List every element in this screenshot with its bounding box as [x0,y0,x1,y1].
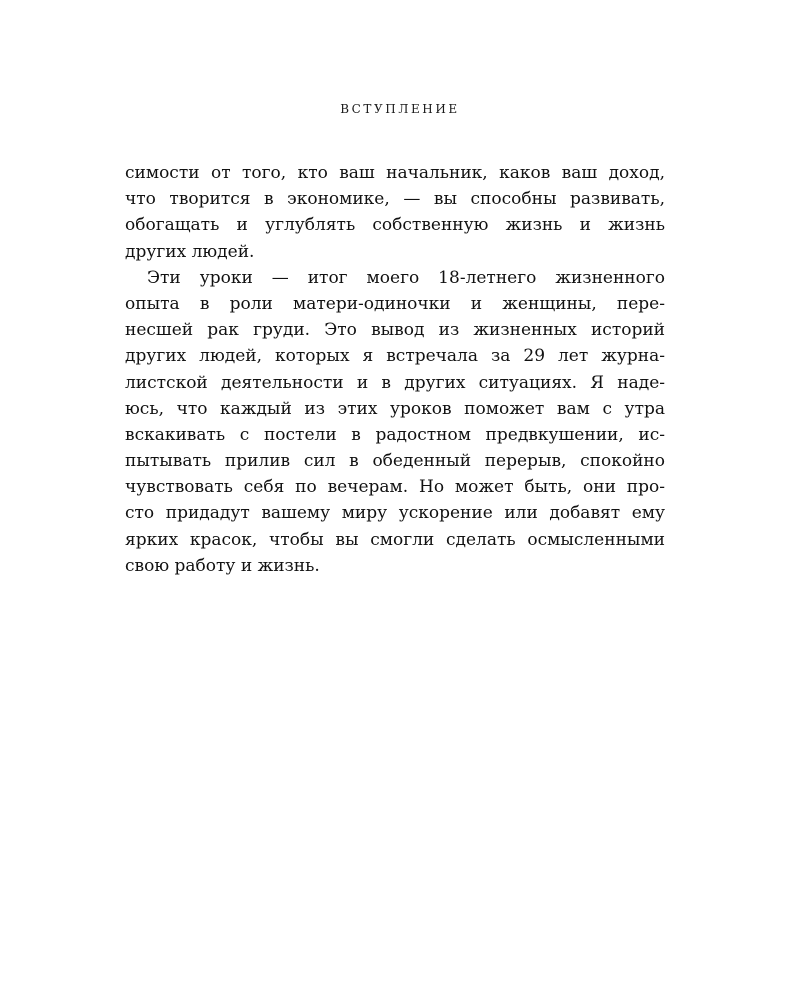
text-line: обогащать и углублять собственную жизнь и жизнь [125,215,665,236]
text-line: юсь, что каждый из этих уроков поможет вам с утра [125,398,665,419]
text-line: что творится в экономике, — вы способны развивать, [125,189,665,210]
text-line: пытывать прилив сил в обеденный перерыв, спокойно [125,451,665,472]
text-line: вскакивать с постели в радостном предвкушении, ис- [125,424,665,445]
text-line: симости от того, кто ваш начальник, каков ваш доход, [125,163,665,183]
text-line: других людей, которых я встречала за 29 лет журна- [125,346,665,367]
text-line: несшей рак груди. Это вывод из жизненных историй [125,320,665,341]
text-line: Эти уроки — итог моего 18-летнего жизненного [147,267,665,288]
text-line: ярких красок, чтобы вы смогли сделать осмысленными [125,529,665,550]
text-line: свою работу и жизнь. [125,555,320,576]
body-text [125,160,665,579]
text-line: опыта в роли матери-одиночки и женщины, пере- [125,293,665,314]
text-line: других людей. [125,241,255,262]
running-head: ВСТУПЛЕНИЕ [340,102,460,116]
text-line: сто придадут вашему миру ускорение или добавят ему [125,503,665,524]
text-line: листской деятельности и в других ситуациях. Я наде- [125,372,665,393]
text-line: чувствовать себя по вечерам. Но может быть, они про- [125,477,665,498]
